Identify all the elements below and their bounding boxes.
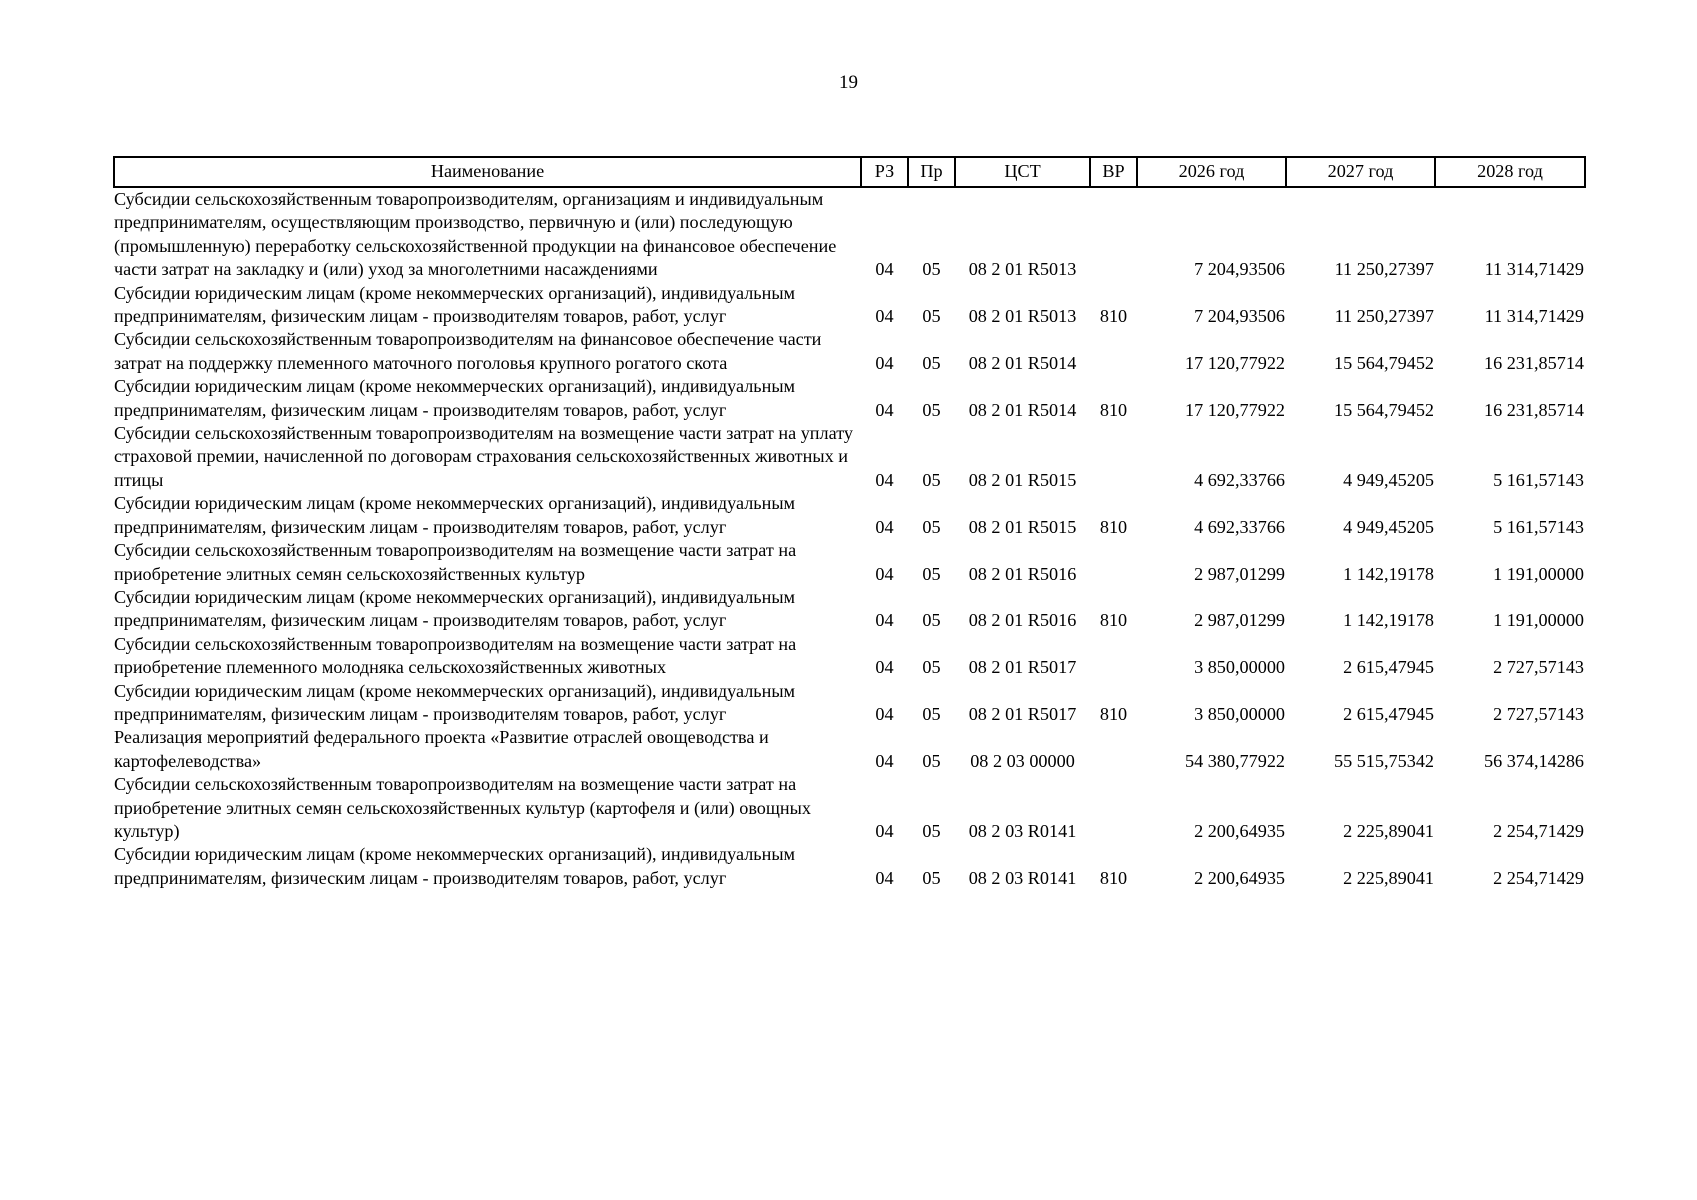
- row-2026: 17 120,77922: [1184, 352, 1285, 373]
- row-name: Субсидии юридическим лицам (кроме некоммерческих организаций), индивидуальным предпринимателям, физическим лицам - производителям товаров, работ, услуг: [114, 680, 796, 724]
- row-name: Субсидии юридическим лицам (кроме некоммерческих организаций), индивидуальным предпринимателям, физическим лицам - производителям товаров, работ, услуг: [114, 376, 796, 420]
- row-vr: [1090, 726, 1137, 773]
- row-name: Реализация мероприятий федерального проекта «Развитие отраслей овощеводства и картофелеводства»: [114, 727, 769, 771]
- row-2027: 2 225,89041: [1343, 867, 1434, 888]
- table-header-row: [114, 157, 1585, 187]
- row-pr: 05: [922, 657, 941, 678]
- row-2026: 2 200,64935: [1194, 867, 1285, 888]
- row-name: Субсидии юридическим лицам (кроме некоммерческих организаций), индивидуальным предпринимателям, физическим лицам - производителям товаров, работ, услуг: [114, 844, 796, 888]
- row-rz: 04: [875, 867, 894, 888]
- row-2028: 56 374,14286: [1483, 750, 1584, 771]
- header-name: Наименование: [114, 157, 861, 187]
- row-cst: 08 2 01 R5016: [968, 563, 1077, 584]
- row-2026: 4 692,33766: [1194, 516, 1285, 537]
- row-cst: 08 2 01 R5015: [968, 516, 1077, 537]
- row-vr: [1090, 422, 1137, 492]
- budget-table: [113, 156, 1586, 890]
- header-2027: 2027 год: [1286, 157, 1435, 187]
- row-pr: 05: [922, 703, 941, 724]
- row-2027: 11 250,27397: [1334, 259, 1434, 280]
- table-row: [114, 187, 1585, 282]
- row-pr: 05: [922, 750, 941, 771]
- row-2028: 1 191,00000: [1493, 563, 1584, 584]
- row-name: Субсидии юридическим лицам (кроме некоммерческих организаций), индивидуальным предпринимателям, физическим лицам - производителям товаров, работ, услуг: [114, 586, 796, 631]
- header-rz: РЗ: [861, 157, 908, 187]
- table-row: [114, 633, 1585, 680]
- table-row: [114, 375, 1585, 422]
- header-cst: ЦСТ: [955, 157, 1090, 187]
- row-cst: 08 2 01 R5013: [968, 306, 1077, 327]
- row-vr: 810: [1099, 703, 1128, 724]
- table-row: [114, 843, 1585, 890]
- header-2028: 2028 год: [1435, 157, 1585, 187]
- row-2028: 2 254,71429: [1493, 867, 1584, 888]
- row-2027: 4 949,45205: [1343, 516, 1434, 537]
- row-2026: 4 692,33766: [1194, 469, 1285, 490]
- row-2026: 7 204,93506: [1194, 306, 1285, 327]
- table-row: [114, 680, 1585, 727]
- row-2027: 2 225,89041: [1343, 820, 1434, 841]
- row-cst: 08 2 01 R5016: [968, 610, 1077, 631]
- row-2027: 1 142,19178: [1343, 610, 1434, 631]
- row-vr: [1090, 187, 1137, 282]
- row-rz: 04: [875, 820, 894, 841]
- row-2027: 55 515,75342: [1333, 750, 1434, 771]
- table-row: [114, 586, 1585, 633]
- row-cst: 08 2 03 R0141: [968, 820, 1077, 841]
- table-row: [114, 773, 1585, 843]
- row-name: Субсидии сельскохозяйственным товаропроизводителям на финансовое обеспечение части затрат на поддержку племенного маточного поголовья крупного рогатого скота: [114, 329, 822, 373]
- row-pr: 05: [922, 610, 941, 631]
- row-vr: [1090, 328, 1137, 375]
- row-vr: 810: [1099, 516, 1128, 537]
- row-vr: 810: [1099, 399, 1128, 420]
- row-2028: 5 161,57143: [1493, 469, 1584, 490]
- row-rz: 04: [875, 657, 894, 678]
- table-row: [114, 282, 1585, 329]
- row-pr: 05: [922, 867, 941, 888]
- row-cst: 08 2 01 R5017: [968, 703, 1077, 724]
- row-2028: 11 314,71429: [1484, 259, 1584, 280]
- row-vr: 810: [1099, 867, 1128, 888]
- row-2026: 54 380,77922: [1184, 750, 1285, 771]
- row-2026: 2 987,01299: [1194, 610, 1285, 631]
- row-2028: 2 727,57143: [1493, 657, 1584, 678]
- row-cst: 08 2 03 00000: [970, 750, 1075, 771]
- table-row: [114, 422, 1585, 492]
- row-rz: 04: [875, 352, 894, 373]
- row-vr: [1090, 773, 1137, 843]
- row-rz: 04: [875, 750, 894, 771]
- row-cst: 08 2 03 R0141: [968, 867, 1077, 888]
- row-2028: 2 254,71429: [1493, 820, 1584, 841]
- row-2026: 2 987,01299: [1194, 563, 1285, 584]
- row-name: Субсидии сельскохозяйственным товаропроизводителям на возмещение части затрат на приобретение элитных семян сельскохозяйственных культур (картофеля и (или) овощных культур): [114, 774, 811, 841]
- table-row: [114, 492, 1585, 539]
- row-vr: 810: [1099, 610, 1128, 631]
- row-rz: 04: [875, 516, 894, 537]
- row-pr: 05: [922, 469, 941, 490]
- row-rz: 04: [875, 399, 894, 420]
- row-2026: 3 850,00000: [1194, 703, 1285, 724]
- table-row: [114, 328, 1585, 375]
- row-name: Субсидии юридическим лицам (кроме некоммерческих организаций), индивидуальным предпринимателям, физическим лицам - производителям товаров, работ, услуг: [114, 493, 796, 537]
- row-rz: 04: [875, 703, 894, 724]
- row-pr: 05: [922, 259, 941, 280]
- row-2027: 2 615,47945: [1343, 657, 1434, 678]
- row-2028: 1 191,00000: [1493, 610, 1584, 631]
- row-vr: [1090, 633, 1137, 680]
- header-pr: Пр: [908, 157, 955, 187]
- row-2026: 3 850,00000: [1194, 657, 1285, 678]
- row-name: Субсидии сельскохозяйственным товаропроизводителям, организациям и индивидуальным предпринимателям, осуществляющим производство, первичную и (или) последующую (промышленную) переработку сельскохозяйственной продукции на финансовое обеспечение части затрат на закладку и (или) уход за многолетними насаждениями: [114, 189, 837, 280]
- row-2028: 16 231,85714: [1483, 352, 1584, 373]
- row-rz: 04: [875, 610, 894, 631]
- row-cst: 08 2 01 R5015: [968, 469, 1077, 490]
- row-name: Субсидии юридическим лицам (кроме некоммерческих организаций), индивидуальным предпринимателям, физическим лицам - производителям товаров, работ, услуг: [114, 282, 796, 327]
- row-2026: 17 120,77922: [1184, 399, 1285, 420]
- row-rz: 04: [875, 306, 894, 327]
- table-row: [114, 539, 1585, 586]
- row-pr: 05: [922, 563, 941, 584]
- row-pr: 05: [922, 352, 941, 373]
- row-vr: [1090, 539, 1137, 586]
- row-cst: 08 2 01 R5013: [968, 259, 1077, 280]
- row-2027: 15 564,79452: [1333, 399, 1434, 420]
- row-rz: 04: [875, 563, 894, 584]
- row-rz: 04: [875, 469, 894, 490]
- page-number: 19: [839, 72, 858, 93]
- table-row: [114, 726, 1585, 773]
- row-2027: 2 615,47945: [1343, 703, 1434, 724]
- row-cst: 08 2 01 R5017: [968, 657, 1077, 678]
- row-pr: 05: [922, 306, 941, 327]
- header-2026: 2026 год: [1137, 157, 1286, 187]
- row-2027: 1 142,19178: [1343, 563, 1434, 584]
- row-vr: 810: [1099, 306, 1128, 327]
- row-name: Субсидии сельскохозяйственным товаропроизводителям на возмещение части затрат на приобретение племенного молодняка сельскохозяйственных животных: [114, 633, 797, 678]
- row-pr: 05: [922, 516, 941, 537]
- row-rz: 04: [875, 259, 894, 280]
- row-2028: 16 231,85714: [1483, 399, 1584, 420]
- row-2026: 7 204,93506: [1194, 259, 1285, 280]
- row-name: Субсидии сельскохозяйственным товаропроизводителям на возмещение части затрат на уплату страховой премии, начисленной по договорам страхования сельскохозяйственных животных и птицы: [114, 423, 854, 490]
- header-vr: ВР: [1090, 157, 1137, 187]
- row-2027: 4 949,45205: [1343, 469, 1434, 490]
- row-2027: 11 250,27397: [1334, 306, 1434, 327]
- row-2026: 2 200,64935: [1194, 820, 1285, 841]
- row-2027: 15 564,79452: [1333, 352, 1434, 373]
- row-cst: 08 2 01 R5014: [968, 399, 1077, 420]
- row-2028: 5 161,57143: [1493, 516, 1584, 537]
- row-pr: 05: [922, 399, 941, 420]
- row-pr: 05: [922, 820, 941, 841]
- row-2028: 2 727,57143: [1493, 703, 1584, 724]
- row-cst: 08 2 01 R5014: [968, 352, 1077, 373]
- row-2028: 11 314,71429: [1484, 306, 1584, 327]
- row-name: Субсидии сельскохозяйственным товаропроизводителям на возмещение части затрат на приобретение элитных семян сельскохозяйственных культур: [114, 540, 797, 584]
